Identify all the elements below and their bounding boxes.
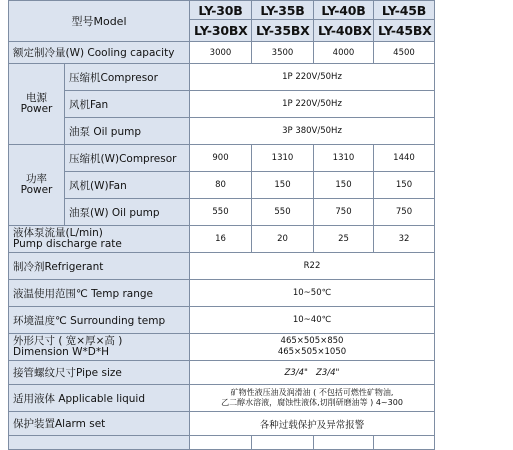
power-source-pump-value: 3P 380V/50Hz — [190, 118, 435, 145]
model-ly-45b: LY-45B — [374, 1, 435, 20]
pump-rate-value: 16 — [190, 226, 252, 253]
power-source-fan-label: 风机Fan — [65, 91, 190, 118]
cooling-value: 4000 — [314, 42, 374, 64]
power-fan-value: 80 — [190, 172, 252, 199]
cutoff-cell — [190, 436, 252, 450]
pump-rate-row — [9, 226, 435, 253]
cooling-value: 4500 — [374, 42, 435, 64]
pipe-value-1: Z3/4" — [284, 367, 308, 378]
power-source-compressor-value: 1P 220V/50Hz — [190, 64, 435, 91]
power-source-group-label — [9, 64, 65, 145]
alarm-label: 保护装置Alarm set — [9, 412, 190, 436]
header-row-1 — [9, 1, 435, 20]
pump-rate-value: 32 — [374, 226, 435, 253]
power-source-compressor-label: 压缩机Compresor — [65, 64, 190, 91]
cutoff-cell — [314, 436, 374, 450]
power-rating-group-label — [9, 145, 65, 226]
temp-range-row — [9, 280, 435, 307]
model-ly-35b: LY-35B — [252, 1, 314, 20]
cooling-value: 3500 — [252, 42, 314, 64]
power-compressor-value: 1310 — [252, 145, 314, 172]
power-source-pump-label: 油泵 Oil pump — [65, 118, 190, 145]
surrounding-row — [9, 307, 435, 334]
power-source-group-en: Power — [20, 103, 53, 115]
power-fan-label: 风机(W)Fan — [65, 172, 190, 199]
dimension-label-en: Dimension W*D*H — [13, 346, 110, 358]
temp-range-value: 10~50℃ — [190, 280, 435, 307]
power-pump-value: 550 — [190, 199, 252, 226]
liquid-value-2: 乙二醇水溶液，腐蚀性液体,切削研磨油等 ) 4~300 — [221, 398, 403, 407]
dimension-row — [9, 334, 435, 361]
pump-rate-label-en: Pump discharge rate — [13, 238, 122, 250]
power-compressor-value: 1440 — [374, 145, 435, 172]
power-source-fan-row — [9, 91, 435, 118]
pipe-value-2: Z3/4" — [316, 367, 340, 378]
surrounding-value: 10~40℃ — [190, 307, 435, 334]
model-ly-30bx: LY-30BX — [190, 20, 252, 42]
pipe-value — [190, 361, 435, 385]
power-compressor-value: 1310 — [314, 145, 374, 172]
power-compressor-value: 900 — [190, 145, 252, 172]
cooling-value: 3000 — [190, 42, 252, 64]
power-compressor-label: 压缩机(W)Compresor — [65, 145, 190, 172]
pipe-row — [9, 361, 435, 385]
cutoff-cell — [252, 436, 314, 450]
refrigerant-value: R22 — [190, 253, 435, 280]
pipe-label: 接管螺纹尺寸Pipe size — [9, 361, 190, 385]
dimension-label-cn: 外形尺寸 ( 宽×厚×高 ) — [13, 335, 123, 347]
cooling-label: 额定制冷量(W) Cooling capacity — [9, 42, 190, 64]
surrounding-label: 环境温度℃ Surrounding temp — [9, 307, 190, 334]
power-rating-group-cn: 功率 — [26, 173, 47, 185]
power-fan-value: 150 — [374, 172, 435, 199]
refrigerant-label: 制冷剂Refrigerant — [9, 253, 190, 280]
power-pump-value: 550 — [252, 199, 314, 226]
alarm-value: 各种过载保护及异常报警 — [190, 412, 435, 436]
dimension-label — [9, 334, 190, 361]
dimension-value-2: 465×505×1050 — [277, 347, 347, 357]
dimension-value — [190, 334, 435, 361]
cooling-row — [9, 42, 435, 64]
power-source-fan-value: 1P 220V/50Hz — [190, 91, 435, 118]
model-ly-40b: LY-40B — [314, 1, 374, 20]
power-source-pump-row — [9, 118, 435, 145]
liquid-value-1: 矿物性液压油及润滑油 ( 不包括可燃性矿物油, — [230, 388, 394, 397]
power-pump-value: 750 — [374, 199, 435, 226]
power-fan-row — [9, 172, 435, 199]
power-compressor-row — [9, 145, 435, 172]
cutoff-cell — [9, 436, 190, 450]
power-pump-value: 750 — [314, 199, 374, 226]
pump-rate-value: 25 — [314, 226, 374, 253]
temp-range-label: 液温使用范围℃ Temp range — [9, 280, 190, 307]
pump-rate-value: 20 — [252, 226, 314, 253]
power-source-group-cn: 电源 — [26, 92, 47, 104]
power-rating-group-en: Power — [20, 184, 53, 196]
alarm-row — [9, 412, 435, 436]
power-pump-label: 油泵(W) Oil pump — [65, 199, 190, 226]
cutoff-cell — [374, 436, 435, 450]
model-label: 型号Model — [9, 1, 190, 42]
pump-rate-label — [9, 226, 190, 253]
dimension-value-1: 465×505×850 — [280, 336, 344, 346]
refrigerant-row — [9, 253, 435, 280]
liquid-row — [9, 385, 435, 412]
model-ly-40bx: LY-40BX — [314, 20, 374, 42]
liquid-value — [190, 385, 435, 412]
power-fan-value: 150 — [314, 172, 374, 199]
spec-table — [8, 0, 435, 450]
cutoff-row — [9, 436, 435, 450]
power-source-compressor-row — [9, 64, 435, 91]
power-pump-row — [9, 199, 435, 226]
model-ly-30b: LY-30B — [190, 1, 252, 20]
power-fan-value: 150 — [252, 172, 314, 199]
model-ly-35bx: LY-35BX — [252, 20, 314, 42]
pump-rate-label-cn: 液体泵流量(L/min) — [13, 227, 103, 239]
liquid-label: 适用液体 Applicable liquid — [9, 385, 190, 412]
model-ly-45bx: LY-45BX — [374, 20, 435, 42]
